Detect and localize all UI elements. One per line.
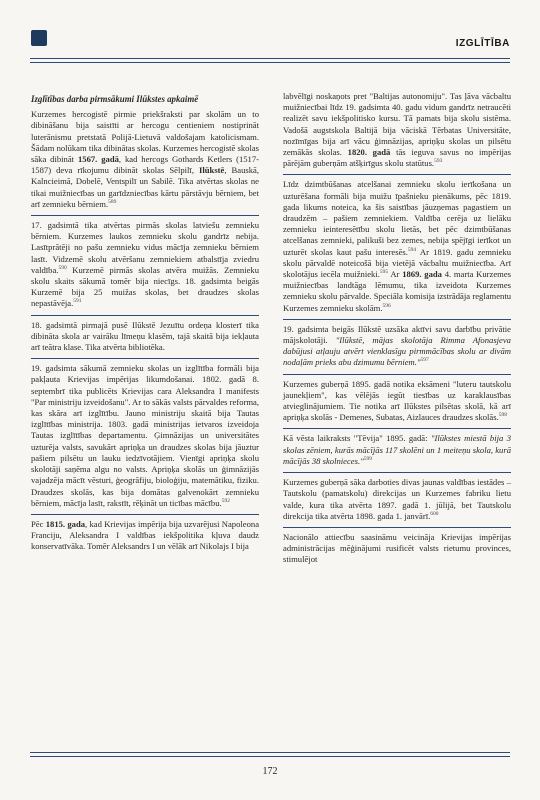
footnote-marker: 593 [434,158,443,165]
text-run: Kurzemes guberņā 1895. gadā notika eksāmeni "luteru tautskolu jaunekļiem", kas vēlējās iegūt tiesības uz karaklausības atvieglinājumiem. Tie notika arī Ilūkstes pilsētas skolā, kā arī apriņķa skolās - Demenes, Subatas, Aizlauces draudzes skolās. [283,378,511,423]
text-run: 4. marta Kurzemes muižniecības landtāga lēmumu, tika izveidota Kurzemes zemnieku skolu pārvalde. Speciāla komisija izstrādāja reglamentu Kurzemes zemnieku skolām. [283,269,512,313]
footnote-marker: 596 [382,302,391,309]
text-run: Kurzemē pirmās skolas atvēra muižās. Zemnieku skolu skaits sākumā tomēr bija niecīgs. 18. gadsimta beigās Kurzemē bija 25 muižas skolas, bet draudzes skolas nepastāvēja. [31,264,259,309]
decorative-square-icon [31,30,47,46]
text-run: Pēc [31,518,46,529]
highlight-year: 1815. gada [45,518,86,529]
highlight-year: 1567. gadā [77,154,119,165]
paragraph [283,379,511,424]
paragraph [283,433,511,467]
text-run: , kad hercogs Gothards Ketlers (1517-1587) deva rīkojumu dibināt skolas Sēlpilī, [31,154,260,176]
divider [283,472,511,473]
header-rule-thin [30,62,510,63]
paragraph [31,220,259,310]
text-run: 19. gadsimta sākumā zemnieku skolas un izglītība formāli bija pakļauta Krievijas impērijas likumdošanai. 1802. gadā 8. septembrī tika publicēts Krievijas cara Aleksandra I manifests "Par ministriju izveidošanu". Ar to sākās valsts pārvaldes reforma, kas skāra arī izglītību. Jauno ministriju skaitā bija Tautas izglītības ministrija. 1803. gadā ministrijas ietvaros izveidoja Tautas izglītības departamentu. Ģimnāzijas un universitātes uzturēja valsts, savukārt apriņķa un draudzes skolas bija jāuztur pašiem pilsētu un lauku iedzīvotājiem. Vienīgi apriņķa skolu skolotāji saņēma algu no valsts. Apriņķa skolās un ģimnāzijās vajadzēja mācīt vēsturi, ģeogrāfiju, bioloģiju, matemātiku, fiziku. Draudzes skolās, kas bija domātas galvenokārt zemnieku bērniem, mācīja lasīt, rakstīt, rēķināt un ticības mācību. [31,363,260,508]
text-run: Ar 1819. gadu zemnieku skolu pārvaldē noteicošā bija vietējā vācbaltu muižniecība. Arī skolotājus iecēla muižnieki. [283,246,511,280]
text-run: Kurzemes hercogistē pirmie priekšraksti par skolām un to dibināšanu bija saistīti ar hercogu centieniem nostiprināt luterānismu pretstatā Polijā-Lietuvā valdošajam katolicismam. Šādam nolūkam tika dibinātas skolas. Kurzemes hercogistē skolas sāka dibināt [31,109,259,165]
article-heading: Izglītības darba pirmsākumi Ilūkstes apkaimē [31,94,199,104]
highlight-place: Ilūkstē [199,165,225,176]
right-column [283,91,511,568]
footnote-marker: 594 [407,246,417,253]
footnote-marker: 589 [108,198,117,205]
paragraph [283,179,511,313]
header-rule [30,58,510,59]
paragraph [31,363,259,509]
section-title: IZGLĪTĪBA [455,38,510,49]
divider [283,428,511,429]
paragraph [283,91,511,169]
text-run: Kā vēsta laikraksts "Tēvija" 1895. gadā: [283,433,431,444]
paragraph [31,109,259,210]
divider [31,315,259,316]
divider [283,374,511,375]
text-run: Kurzemes guberņā sāka darboties divas jaunas valdības iestādes – Tautskolu (pamatskolu) direkcijas un Kurzemes fabriku lietu valde, kura tika atvērta 1897. gadā 1. jūlijā, bet Tautskolu direkcija tika atvērta 1898. gada 1. janvārī. [283,477,511,521]
text-run: 19. gadsimta beigās Ilūkstē uzsāka aktīvi savu darbību privātie mājskolotāji. [283,323,511,346]
footnote-marker: 600 [430,510,439,517]
divider [31,215,259,216]
text-run: Līdz dzimtbūšanas atcelšanai zemnieku skolu ierīkošana un uzturēšana formāli bija muižu īpašnieku pienākums, pēc 1819. gada likums noteica, ka šis saistības jāuzņemas pagastiem un draudzēm – pašiem zemniekiem. Valdība cerēja uz lielāku zemnieku ieinteresētību skolu lietās, bet pēc dzimtbūšanas atcelšanas zemnieki, palikuši bez zemes, nebija spējīgi ierīkot un uzturēt skolas kaut pašu interesēs. [283,179,511,257]
footnote-marker: 598 [498,412,507,419]
divider [31,358,259,359]
highlight-year: 1869. gada [402,269,442,280]
paragraph: Nacionālo attiecību saasināmu veicināja Krievijas impērijas administrācijas mēģinājumi rusificēt valsts rietumu provinces, stimulējot [283,531,511,565]
quote: "Ilūkstes miestā bija 3 skolas zēniem, kurās mācījās 117 skolēni un 1 meiteņu skola, kurā mācījās 38 skolnieces." [283,433,511,466]
quote: "Ilūkstē, mājas skolotāja Rimma Afonasjeva dabūjusi atļauju atvērt vienklasīgu pirmmācības skolu ar divām nodaļām prieks abu dzimumu bērniem." [283,335,511,368]
footnote-marker: 590 [58,264,67,271]
divider [283,527,511,528]
footer-rule [30,752,510,753]
page-number: 172 [262,766,278,777]
highlight-year: 1820. gadā [347,147,391,158]
text-run: Ar [388,269,403,280]
divider [283,174,511,175]
footnote-marker: 599 [363,456,372,463]
footnote-marker: 591 [73,298,82,305]
text-run: labvēlīgi noskaņots pret "Baltijas autonomiju". Tas ļāva vācbaltu muižniecībai līdz 19. gadsimta 40. gadu vidum gandrīz netraucēti realizēt savu iekšpolitisko kursu. Tā pamats bija skolu sistēma. Vadošā augstskola Baltijā bija vāciskā Tērbatas Universitāte, nozīmīgas bija arī vācu ģimnāzijas, apriņķu skolas un pilsētu zemākās skolas. [283,91,511,158]
left-column [31,94,259,555]
paragraph: 18. gadsimtā pirmajā pusē Ilūkstē Jezuītu ordeņa klosterī tika dibināta skola ar vairāku līmeņu klasēm, tajā skaitā bija iekļauta arī teātra klase. Tika atvērta bibliotēka. [31,319,259,353]
divider [283,319,511,320]
footnote-marker: 595 [379,269,389,276]
footnote-marker: 597 [420,357,429,364]
text-run: , Bauskā, Kalncieimā, Dobelē, Ventspilī un Sabilē. Tika atvērtas skolas ne tikai muižniecības un garīdzniecības kārtu pārstāvju bērniem, bet arī zemnieku bērniem. [31,165,259,209]
text-run: 17. gadsimtā tika atvērtas pirmās skolas latviešu zemnieku bērniem. Kurzemes laukos zemnieku skolu gandrīz nebija. Lasītprātēji no pašu zemnieku vidus mācīja zemnieku bērniem lasīt. Vidzemē skolu atvēršanu zemniekiem atbalstīja zviedru valdība. [31,220,259,275]
footer-rule-thin [30,756,510,757]
footnote-marker: 592 [221,497,230,504]
paragraph [283,477,511,522]
text-run: tās ieguva savus no impērijas pārējām guberņām atšķirīgus skolu statūtus. [283,147,512,169]
text-run: , kad Krievijas impērija bija uzvarējusi Napoleona Franciju, Aleksandra I valdības iekšpolitika kļuva daudz konservatīvāka. Tomēr Aleksandrs I un vēlāk arī Nikolajs I bija [31,518,260,552]
divider [31,514,259,515]
paragraph [31,519,259,553]
paragraph [283,324,511,369]
